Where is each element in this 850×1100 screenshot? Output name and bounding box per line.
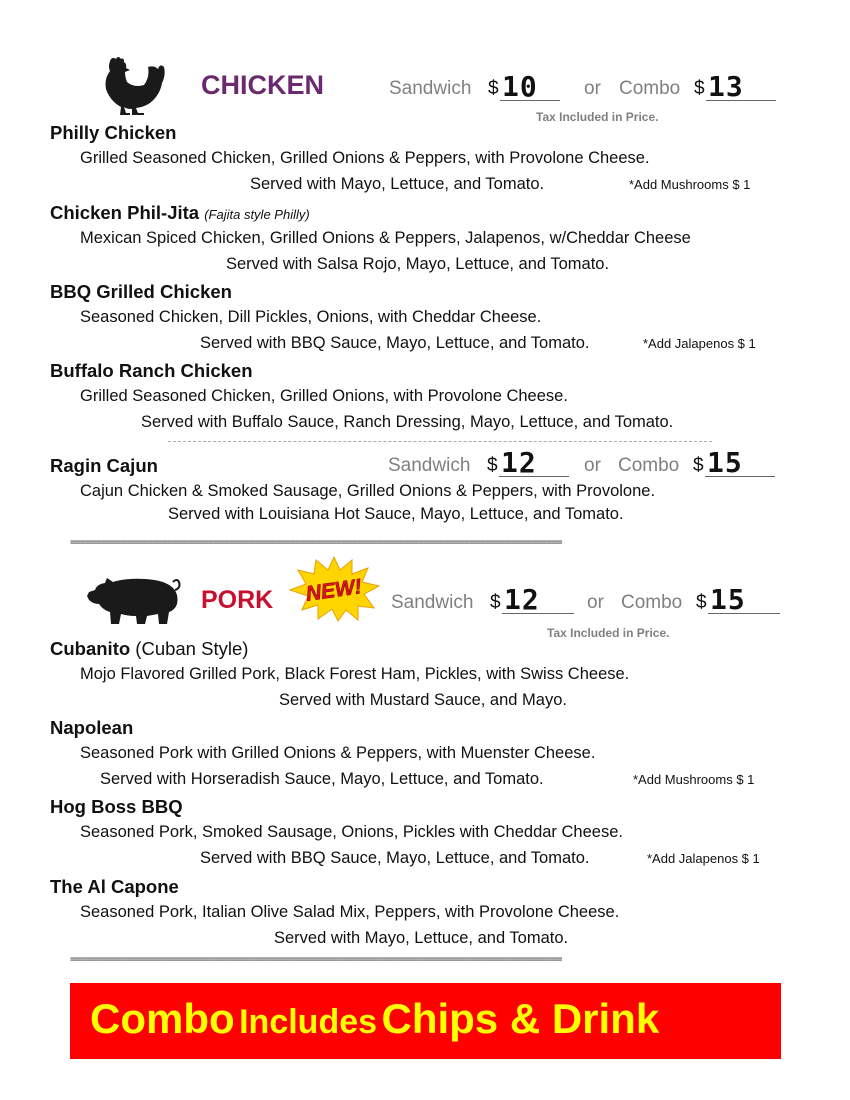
pork-sandwich-label: Sandwich	[391, 592, 474, 613]
ragin-combo-label: Combo	[618, 455, 680, 476]
ragin-combo-currency: $	[693, 455, 704, 476]
banner-word-combo: Combo	[90, 995, 235, 1042]
banner-word-chips-drink: Chips & Drink	[381, 995, 660, 1042]
new-starburst-icon	[288, 556, 380, 622]
new-badge-text: NEW!	[304, 575, 364, 606]
menu-item-addon: *Add Mushrooms $ 1	[629, 177, 751, 192]
ragin-sandwich-label: Sandwich	[388, 455, 471, 476]
menu-item-subtitle: (Fajita style Philly)	[204, 207, 310, 222]
menu-item-description: Seasoned Chicken, Dill Pickles, Onions, with Cheddar Cheese.	[80, 308, 542, 326]
menu-item-name	[50, 638, 248, 660]
menu-item-title: Cubanito	[50, 638, 131, 659]
menu-item-name: Hog Boss BBQ	[50, 796, 183, 817]
pork-section-title: PORK	[201, 586, 274, 614]
ragin-sandwich-price: 12	[499, 450, 569, 477]
menu-item-served-with: Served with Mayo, Lettuce, and Tomato.	[274, 929, 569, 947]
menu-item-description: Seasoned Pork, Italian Olive Salad Mix, Peppers, with Provolone Cheese.	[80, 903, 620, 921]
chicken-combo-label: Combo	[619, 78, 681, 99]
menu-item-description: Grilled Seasoned Chicken, Grilled Onions & Peppers, with Provolone Cheese.	[80, 149, 650, 167]
menu-item-served-with: Served with Mayo, Lettuce, and Tomato.	[250, 175, 545, 193]
menu-item-served-with: Served with Salsa Rojo, Mayo, Lettuce, and Tomato.	[226, 255, 610, 273]
pork-or-label: or	[587, 592, 604, 613]
menu-item-description: Seasoned Pork, Smoked Sausage, Onions, Pickles with Cheddar Cheese.	[80, 823, 623, 841]
chicken-sandwich-currency: $	[488, 78, 499, 99]
dashed-divider	[168, 441, 712, 442]
pork-combo-currency: $	[696, 592, 707, 613]
menu-item-addon: *Add Jalapenos $ 1	[643, 336, 756, 351]
menu-item-description: Mojo Flavored Grilled Pork, Black Forest Ham, Pickles, with Swiss Cheese.	[80, 665, 630, 683]
combo-banner	[70, 983, 781, 1059]
pork-tax-note: Tax Included in Price.	[547, 626, 670, 640]
menu-item-served-with: Served with Horseradish Sauce, Mayo, Lettuce, and Tomato.	[100, 770, 544, 788]
menu-item-description: Seasoned Pork with Grilled Onions & Peppers, with Muenster Cheese.	[80, 744, 596, 762]
pork-combo-label: Combo	[621, 592, 683, 613]
menu-item-description: Cajun Chicken & Smoked Sausage, Grilled Onions & Peppers, with Provolone.	[80, 482, 656, 500]
pork-combo-price: 15	[708, 587, 780, 614]
menu-item-addon: *Add Jalapenos $ 1	[647, 851, 760, 866]
menu-item-subtitle: (Cuban Style)	[135, 638, 249, 659]
combo-banner-text	[90, 995, 659, 1043]
menu-item-served-with: Served with BBQ Sauce, Mayo, Lettuce, and Tomato.	[200, 849, 590, 867]
menu-item-served-with: Served with Buffalo Sauce, Ranch Dressing, Mayo, Lettuce, and Tomato.	[141, 413, 674, 431]
menu-item-name: Philly Chicken	[50, 122, 177, 143]
menu-item-name	[50, 202, 310, 224]
menu-item-name: Ragin Cajun	[50, 455, 158, 476]
chicken-sandwich-price: 10	[500, 74, 560, 101]
rooster-icon	[96, 55, 168, 117]
menu-item-title: Chicken Phil-Jita	[50, 202, 200, 223]
chicken-combo-currency: $	[694, 78, 705, 99]
ragin-or-label: or	[584, 455, 601, 476]
pig-icon	[85, 574, 185, 626]
pork-sandwich-currency: $	[490, 592, 501, 613]
menu-item-name: The Al Capone	[50, 876, 179, 897]
chicken-tax-note: Tax Included in Price.	[536, 110, 659, 124]
ragin-combo-price: 15	[705, 450, 775, 477]
pork-sandwich-price: 12	[502, 587, 574, 614]
chicken-combo-price: 13	[706, 74, 776, 101]
menu-item-served-with: Served with Louisiana Hot Sauce, Mayo, Lettuce, and Tomato.	[168, 505, 624, 523]
banner-word-includes: Includes	[239, 1003, 378, 1041]
section-divider: ================================================================================================	[70, 954, 562, 965]
menu-item-name: Buffalo Ranch Chicken	[50, 360, 253, 381]
menu-item-served-with: Served with Mustard Sauce, and Mayo.	[279, 691, 567, 709]
menu-item-description: Mexican Spiced Chicken, Grilled Onions & Peppers, Jalapenos, w/Cheddar Cheese	[80, 229, 691, 247]
chicken-sandwich-label: Sandwich	[389, 78, 472, 99]
menu-item-name: BBQ Grilled Chicken	[50, 281, 232, 302]
menu-item-addon: *Add Mushrooms $ 1	[633, 772, 755, 787]
menu-item-name: Napolean	[50, 717, 134, 738]
menu-item-served-with: Served with BBQ Sauce, Mayo, Lettuce, and Tomato.	[200, 334, 590, 352]
section-divider: ================================================================================================	[70, 537, 562, 548]
menu-item-description: Grilled Seasoned Chicken, Grilled Onions, with Provolone Cheese.	[80, 387, 568, 405]
chicken-or-label: or	[584, 78, 601, 99]
ragin-sandwich-currency: $	[487, 455, 498, 476]
chicken-section-title: CHICKEN	[201, 70, 325, 100]
